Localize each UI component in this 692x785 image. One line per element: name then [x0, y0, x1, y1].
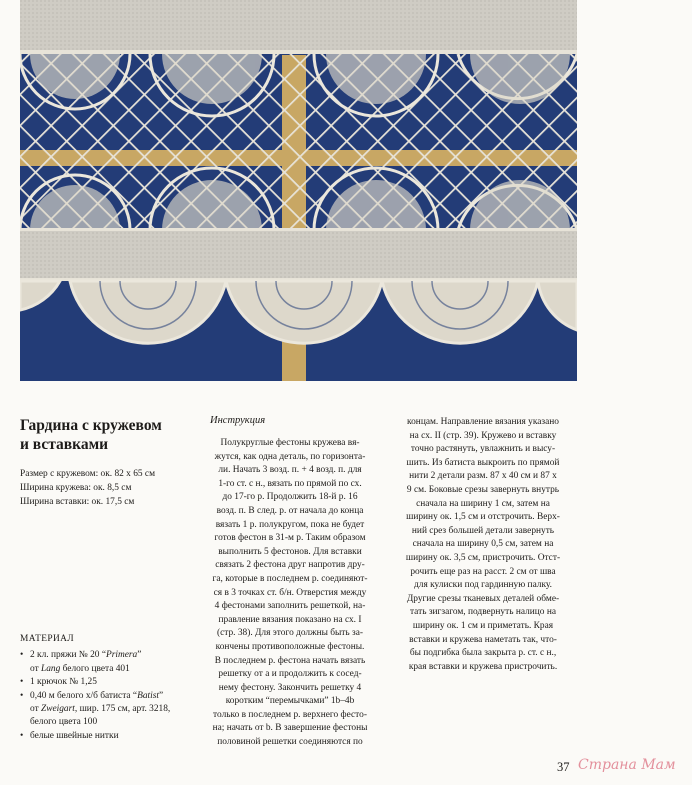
text-line: коротким “перемычками” 1b–4b — [225, 696, 355, 707]
text-line: ний срез большей детали завернуть — [411, 525, 555, 536]
text-line: вязать 1 р. полукругом, пока не будет — [215, 519, 365, 530]
title-line: Гардина с кружевом — [20, 417, 162, 434]
dimension-line: Ширина кружева: ок. 8,5 см — [20, 483, 132, 493]
text-line: до 17-го р. Продолжить 18-й р. 16 — [222, 492, 358, 503]
text-line: точно растянуть, увлажнить и высу- — [410, 444, 556, 455]
text-line: (стр. 38). Для этого должны быть за- — [216, 628, 364, 639]
dimension-line: Размер с кружевом: ок. 82 х 65 см — [20, 469, 156, 479]
text: белого цвета 401 — [60, 663, 130, 674]
text-line: решетку от a и продолжить к сосед- — [218, 669, 362, 680]
text-line: для кулиски под гардинную палку. — [414, 580, 552, 591]
instructions-column-1 — [202, 437, 378, 750]
text-line: выполнить 5 фестонов. Для вставки — [218, 546, 362, 557]
list-item — [20, 690, 200, 730]
text-line: на сх. II (стр. 39). Кружево и вставку — [409, 430, 557, 441]
text-line: сначала на ширину 1 см, затем на — [416, 498, 550, 509]
text-line: концам. Направление вязания указано — [407, 417, 559, 427]
page-number: 37 — [557, 760, 570, 774]
dimension-line: Ширина вставки: ок. 17,5 см — [20, 497, 135, 507]
brand-name: Batist — [137, 690, 159, 701]
text-line: нити 2 детали разм. 87 х 40 см и 87 х — [409, 471, 557, 482]
text-line: рочить еще раз на расст. 2 см от шва — [410, 566, 556, 577]
text: от — [30, 663, 42, 674]
text: белого цвета 100 — [30, 717, 98, 728]
instructions-column-2 — [390, 416, 576, 674]
text-line: кончены противоположные фестоны. — [215, 641, 365, 652]
text-line: шить. Из батиста выкроить по прямой — [406, 457, 560, 468]
text-line: жутся, как одна деталь, по горизонта- — [214, 451, 366, 462]
text-line: правление вязания показано на сх. I — [218, 614, 362, 625]
text: 2 кл. пряжи № 20 “ — [30, 650, 106, 661]
text-line: га, которые в последнем р. соединяют- — [212, 573, 368, 584]
text-line: 9 см. Боковые срезы завернуть внутрь — [406, 484, 560, 495]
text-line: готов фестон в 31-м р. Таким образом — [214, 533, 366, 544]
lace-curtain-photo — [20, 0, 577, 381]
materials-list — [20, 649, 200, 743]
text-line: тать зигзагом, подвернуть налицо на — [409, 607, 557, 618]
instructions-heading: Инструкция — [210, 415, 266, 426]
text-line: связать 2 фестона друг напротив дру- — [215, 560, 365, 571]
text-line: 1-го ст. с н., вязать по прямой по сх. — [218, 478, 362, 489]
list-item: • 1 крючок № 1,25 — [20, 676, 200, 689]
text-line: на; начать от b. В завершение фестоны — [212, 723, 368, 734]
list-item: • белые швейные нитки — [20, 730, 200, 743]
page-title — [20, 416, 200, 454]
text-line: В последнем р. фестона начать вязать — [214, 655, 366, 666]
brand-name: Zweigart — [41, 704, 75, 715]
text-line: ширину ок. 1 см и приметать. Края — [412, 620, 554, 631]
text-line: ся в 3 точках ст. б/н. Отверстия между — [213, 587, 367, 598]
text-line: бы подгибка была закрыта р. ст. с н., — [409, 648, 557, 659]
text-line: нему фестону. Закончить решетку 4 — [218, 682, 362, 693]
text: 0,40 м белого х/б батиста “ — [30, 690, 138, 701]
text: от — [30, 704, 42, 715]
text-line: ширину ок. 1,5 см и отстрочить. Верх- — [406, 512, 560, 523]
watermark-logo: Страна Мам — [578, 757, 676, 773]
materials-block — [20, 633, 200, 743]
title-line: и вставками — [20, 436, 109, 453]
materials-heading: МАТЕРИАЛ — [20, 634, 75, 644]
text-line: ширину ок. 3,5 см, пристрочить. Отст- — [405, 552, 561, 563]
text: , шир. 175 см, арт. 3218, — [74, 704, 171, 715]
brand-name: Primera — [105, 650, 138, 661]
brand-name: Lang — [41, 663, 61, 674]
dimensions-block — [20, 467, 205, 509]
text-line: половиной решетки соединяются по — [217, 737, 363, 748]
text: ” — [158, 690, 164, 701]
text-line: только в последнем р. верхнего фесто- — [213, 709, 367, 720]
text: ” — [137, 650, 142, 661]
text-line: ли. Начать 3 возд. п. + 4 возд. п. для — [218, 465, 362, 476]
text-line: сначала на ширину 0,5 см, затем на — [412, 539, 554, 550]
text-line: вставки и кружева наметать так, что- — [409, 634, 557, 645]
list-item — [20, 649, 200, 676]
text-line: возд. п. В след. р. от начала до конца — [216, 505, 364, 516]
text-line: 4 фестонами заполнить решеткой, на- — [214, 601, 366, 612]
text-line: Другие срезы тканевых деталей обме- — [406, 593, 560, 604]
text-line: края вставки и кружева пристрочить. — [408, 661, 558, 672]
text-line: Полукруглые фестоны кружева вя- — [220, 438, 360, 448]
